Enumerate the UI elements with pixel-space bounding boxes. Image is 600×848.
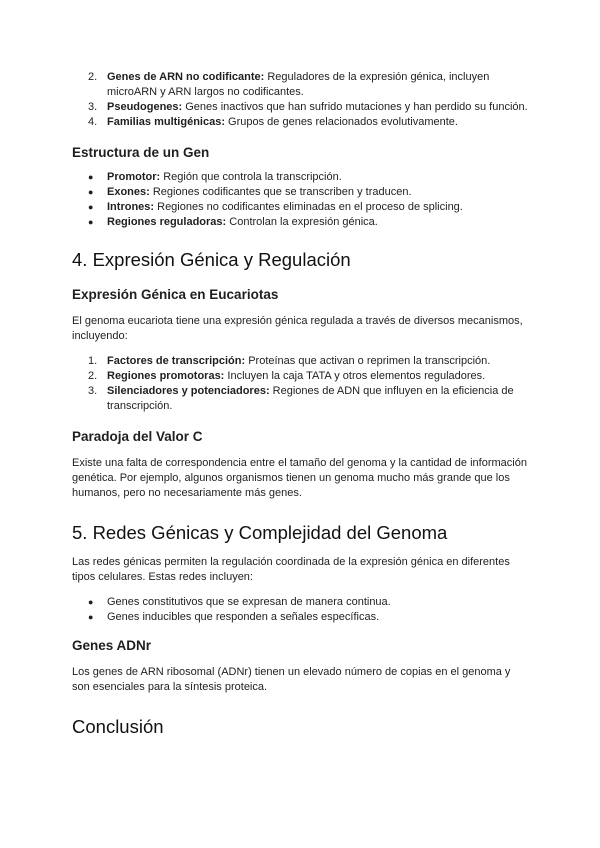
list-text: Regiones de ADN que influyen en la eficiencia de transcripción. [107,385,514,412]
list-number: 3. [88,385,98,397]
list-text: Grupos de genes relacionados evolutivamente. [224,116,458,128]
subsection-heading: Expresión Génica en Eucariotas [72,287,279,302]
list-text: Regiones codificantes que se transcriben y traducen. [149,186,412,198]
list-item [72,185,528,200]
list-number: 1. [88,355,98,367]
list-item [72,200,528,215]
list-text: Controlan la expresión génica. [226,216,378,228]
gene-structure-list [72,170,528,230]
list-item [72,115,528,130]
list-item [72,170,528,185]
list-item [72,595,528,610]
list-term: Intrones: [107,201,155,213]
list-text: Genes inducibles que responden a señales específicas. [107,611,380,623]
subsection-heading: Genes ADNr [72,638,152,653]
list-term: Regiones promotoras: [107,370,225,382]
list-item [72,369,528,384]
paragraph: Los genes de ARN ribosomal (ADNr) tienen un elevado número de copias en el genoma y son esenciales para la síntesis proteica. [72,666,511,693]
section-title: 5. Redes Génicas y Complejidad del Genoma [72,522,448,543]
list-text: Reguladores de la expresión génica, incluyen microARN y ARN largos no codificantes. [107,71,490,98]
list-term: Silenciadores y potenciadores: [107,385,270,397]
list-number: 2. [88,71,98,83]
paragraph: El genoma eucariota tiene una expresión génica regulada a través de diversos mecanismos, incluyendo: [72,315,523,342]
list-term: Regiones reguladoras: [107,216,227,228]
list-item [72,354,528,369]
page-content [72,70,528,739]
list-text: Región que controla la transcripción. [160,171,342,183]
list-item [72,100,528,115]
bullet-icon: ● [88,187,94,197]
paragraph: Las redes génicas permiten la regulación coordinada de la expresión génica en diferentes tipos celulares. Estas redes incluyen: [72,556,510,583]
bullet-icon: ● [88,217,94,227]
bullet-icon: ● [88,612,94,622]
section-title: Conclusión [72,716,164,737]
list-item [72,610,528,625]
list-term: Pseudogenes: [107,101,183,113]
section-heading: Estructura de un Gen [72,145,210,160]
list-text: Incluyen la caja TATA y otros elementos reguladores. [224,370,486,382]
gene-network-list [72,595,528,625]
list-text: Proteínas que activan o reprimen la transcripción. [245,355,491,367]
paragraph: Existe una falta de correspondencia entre el tamaño del genoma y la cantidad de información genética. Por ejemplo, algunos organismos tienen un genoma mucho más grande que los humanos, pero no necesariamente más genes. [72,457,527,499]
bullet-icon: ● [88,202,94,212]
gene-types-list [72,70,528,130]
list-term: Promotor: [107,171,161,183]
list-number: 2. [88,370,98,382]
section-title: 4. Expresión Génica y Regulación [72,249,351,270]
subsection-heading: Paradoja del Valor C [72,429,203,444]
list-text: Genes constitutivos que se expresan de manera continua. [107,596,391,608]
list-item [72,384,528,414]
list-text: Regiones no codificantes eliminadas en el proceso de splicing. [154,201,463,213]
list-text: Genes inactivos que han sufrido mutaciones y han perdido su función. [182,101,528,113]
list-item [72,215,528,230]
list-term: Exones: [107,186,150,198]
bullet-icon: ● [88,597,94,607]
bullet-icon: ● [88,172,94,182]
list-item [72,70,528,100]
list-term: Factores de transcripción: [107,355,246,367]
list-term: Familias multigénicas: [107,116,225,128]
list-term: Genes de ARN no codificante: [107,71,265,83]
list-number: 4. [88,116,98,128]
regulation-list [72,354,528,414]
list-number: 3. [88,101,98,113]
